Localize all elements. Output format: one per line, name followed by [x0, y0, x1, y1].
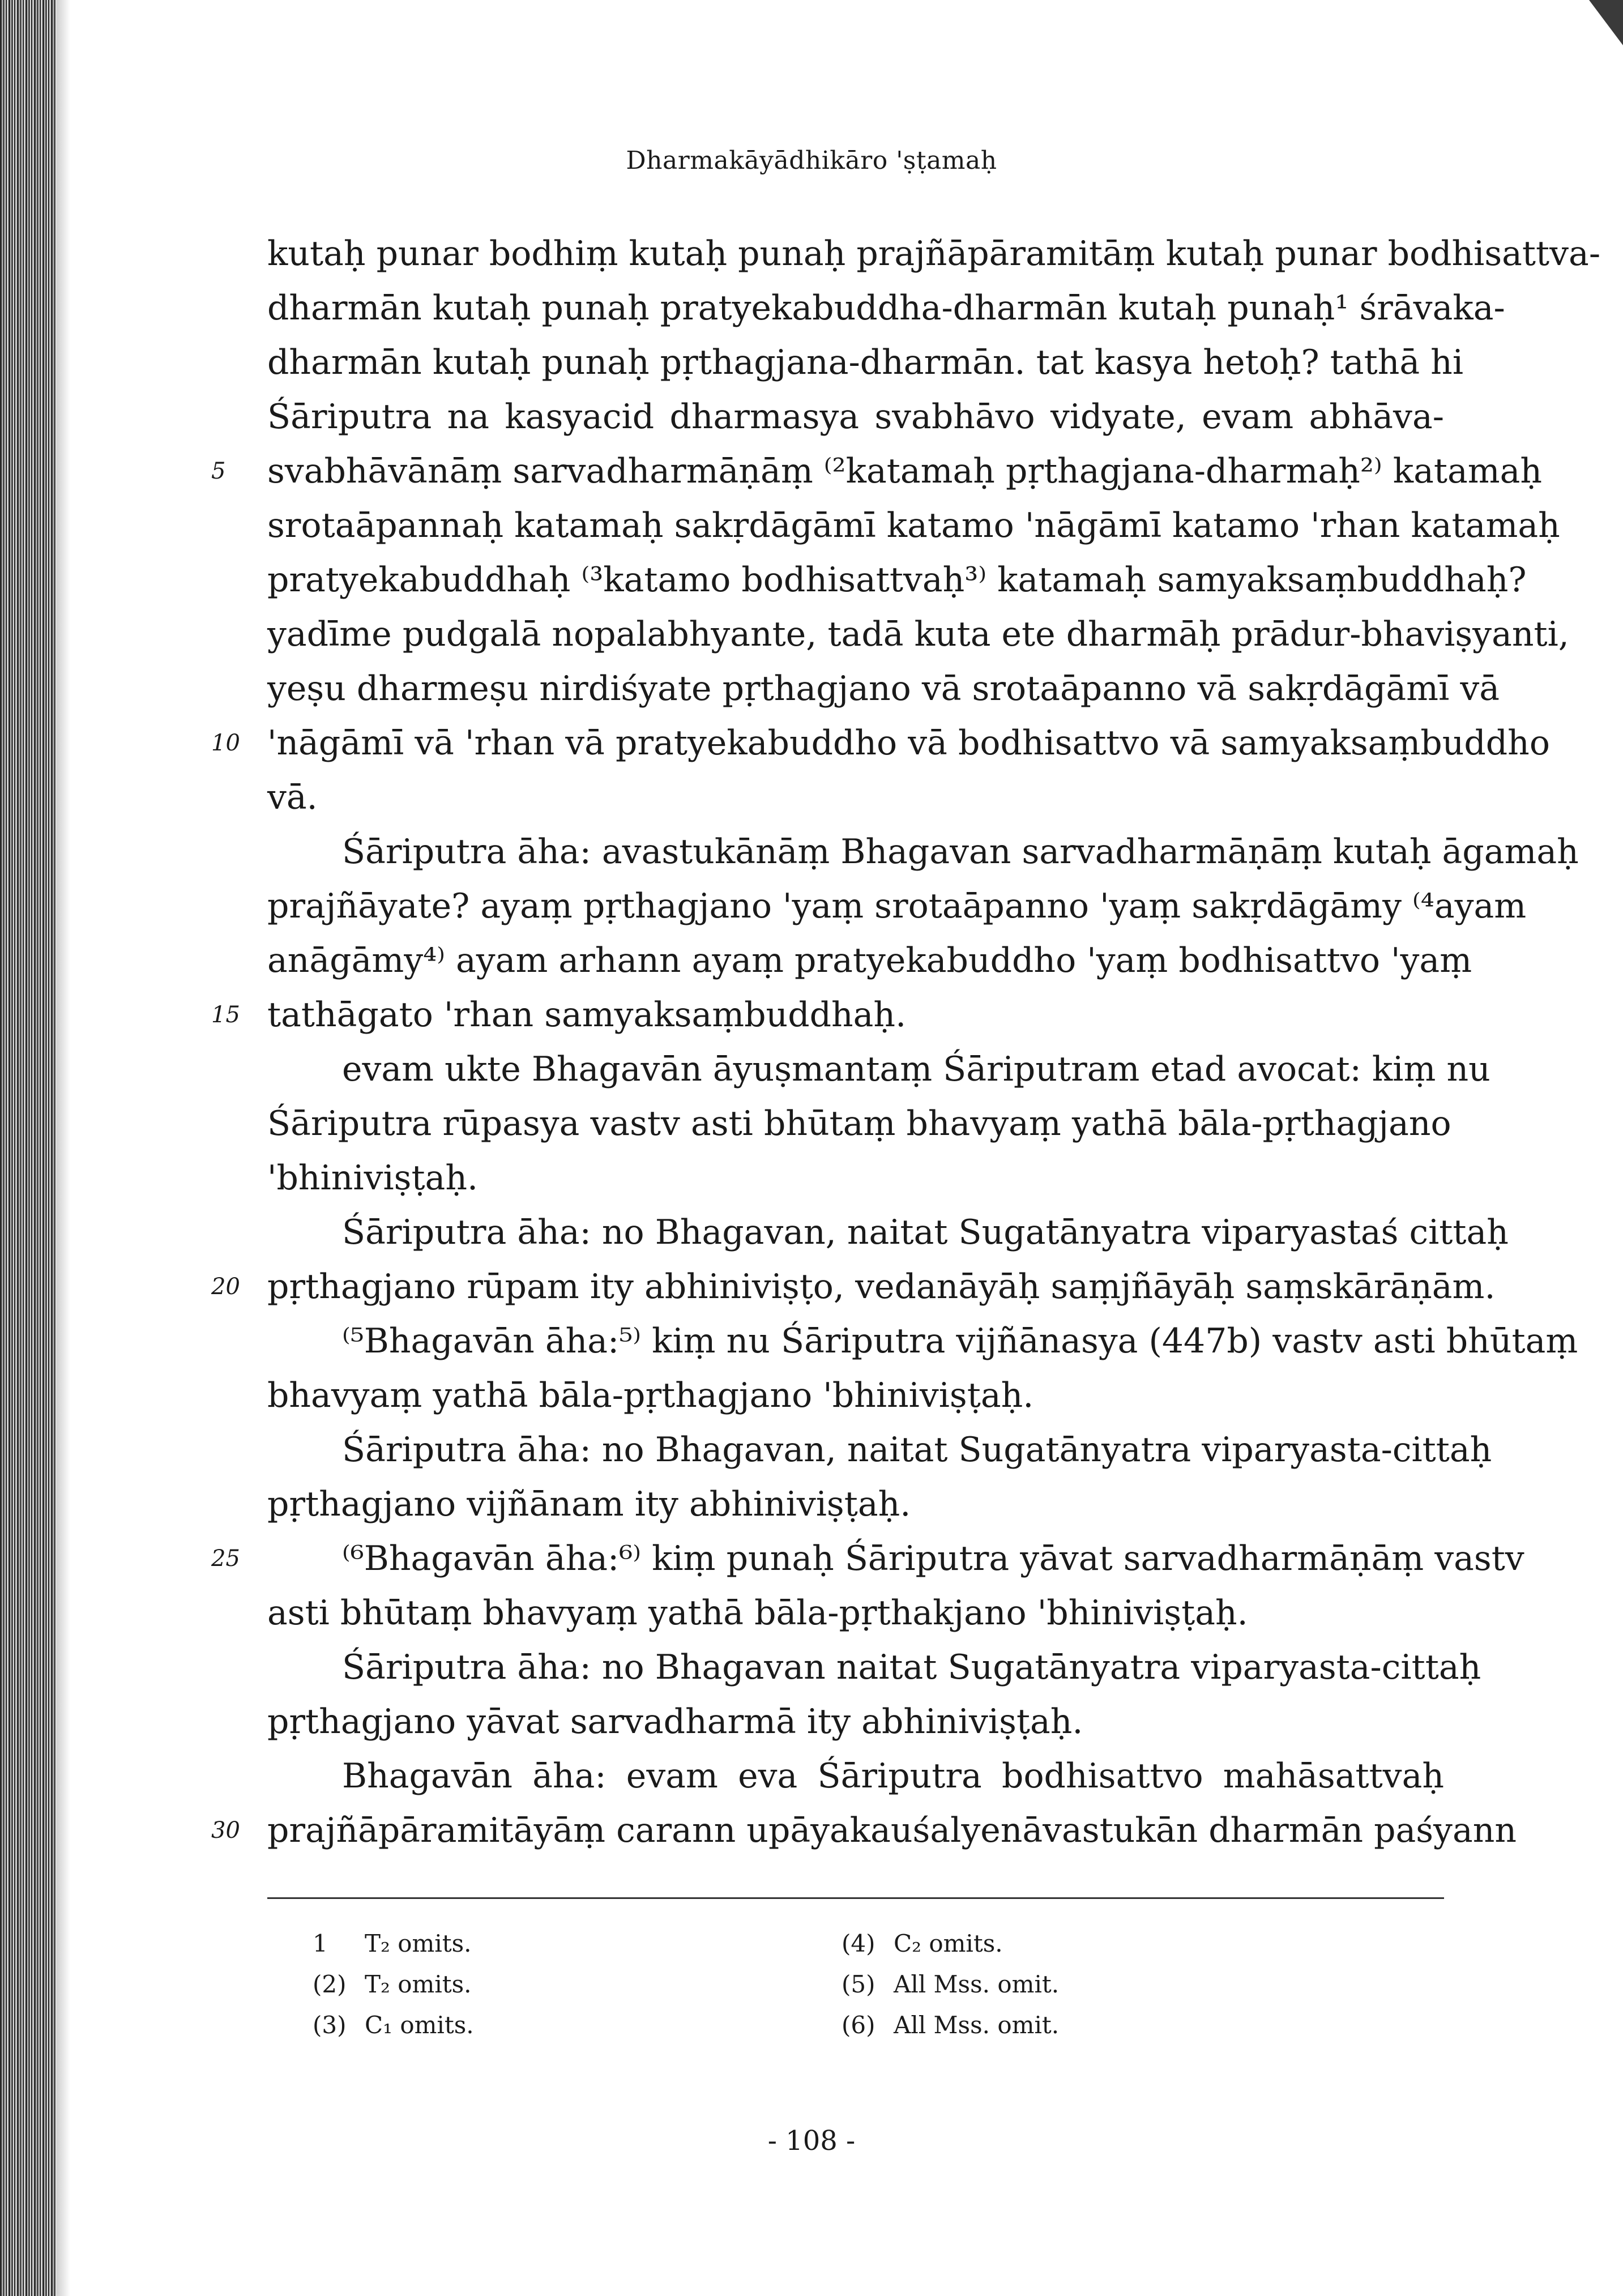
line-number-30: 30	[211, 1817, 240, 1843]
text-line-18: 'bhiniviṣṭaḥ.	[267, 1158, 479, 1198]
footnote-mark: (4)	[842, 1930, 875, 1957]
text-line-15: tathāgato 'rhan samyaksaṃbuddhaḥ.	[267, 995, 907, 1035]
footnote-text: C₁ omits.	[365, 2011, 474, 2039]
text-line-10: 'nāgāmī vā 'rhan vā pratyekabuddho vā bodhisattvo vā samyaksaṃbuddho	[267, 723, 1550, 763]
text-line-24: pṛthagjano vijñānam ity abhiniviṣṭaḥ.	[267, 1484, 911, 1524]
text-line-23: Śāriputra āha: no Bhagavan, naitat Sugatānyatra viparyasta-cittaḥ	[342, 1430, 1492, 1470]
text-line-2: dharmān kutaḥ punaḥ pratyekabuddha-dharmān kutaḥ punaḥ¹ śrāvaka-	[267, 288, 1505, 328]
scan-gutter	[0, 0, 57, 2296]
text-line-3: dharmān kutaḥ punaḥ pṛthagjana-dharmān. tat kasya hetoḥ? tathā hi	[267, 343, 1464, 382]
footnote-4	[842, 1923, 1003, 1964]
footnote-mark: (5)	[842, 1970, 875, 1998]
footnote-5	[842, 1964, 1059, 2005]
footnote-mark: 1	[313, 1930, 328, 1957]
footnote-3	[313, 2005, 474, 2046]
footnote-mark: (3)	[313, 2011, 347, 2039]
footnote-2	[313, 1964, 472, 2005]
text-line-4: Śāriputra na kasyacid dharmasya svabhāvo vidyate, evam abhāva-	[267, 397, 1444, 437]
page-number: - 108 -	[767, 2125, 856, 2157]
footnote-text: T₂ omits.	[365, 1930, 472, 1957]
scan-gutter-shadow	[57, 0, 70, 2296]
text-line-27: Śāriputra āha: no Bhagavan naitat Sugatānyatra viparyasta-cittaḥ	[342, 1648, 1481, 1687]
text-line-11: vā.	[267, 778, 318, 817]
footnote-mark: (2)	[313, 1970, 347, 1998]
text-line-9: yeṣu dharmeṣu nirdiśyate pṛthagjano vā srotaāpanno vā sakṛdāgāmī vā	[267, 669, 1500, 709]
text-line-29: Bhagavān āha: evam eva Śāriputra bodhisattvo mahāsattvaḥ	[342, 1756, 1444, 1796]
line-number-20: 20	[211, 1274, 240, 1300]
text-line-19: Śāriputra āha: no Bhagavan, naitat Sugatānyatra viparyastaś cittaḥ	[342, 1213, 1509, 1252]
text-line-17: Śāriputra rūpasya vastv asti bhūtaṃ bhavyaṃ yathā bāla-pṛthagjano	[267, 1104, 1451, 1143]
text-line-30: prajñāpāramitāyāṃ carann upāyakauśalyenāvastukān dharmān paśyann	[267, 1811, 1517, 1850]
footnote-text: T₂ omits.	[365, 1970, 472, 1998]
text-line-22: bhavyaṃ yathā bāla-pṛthagjano 'bhiniviṣṭaḥ.	[267, 1376, 1034, 1415]
text-line-16: evam ukte Bhagavān āyuṣmantaṃ Śāriputram etad avocat: kiṃ nu	[342, 1049, 1490, 1089]
footnote-text: All Mss. omit.	[894, 2011, 1060, 2039]
line-number-5: 5	[211, 458, 226, 484]
line-number-10: 10	[211, 730, 240, 756]
text-line-13: prajñāyate? ayaṃ pṛthagjano 'yaṃ srotaāpanno 'yaṃ sakṛdāgāmy ⁽⁴ayam	[267, 886, 1527, 926]
footnote-rule	[267, 1897, 1444, 1899]
text-line-26: asti bhūtaṃ bhavyaṃ yathā bāla-pṛthakjano 'bhiniviṣṭaḥ.	[267, 1593, 1248, 1633]
text-line-28: pṛthagjano yāvat sarvadharmā ity abhiniviṣṭaḥ.	[267, 1702, 1083, 1742]
text-line-25: ⁽⁶Bhagavān āha:⁶⁾ kiṃ punaḥ Śāriputra yāvat sarvadharmāṇāṃ vastv	[342, 1539, 1524, 1578]
text-line-12: Śāriputra āha: avastukānāṃ Bhagavan sarvadharmāṇāṃ kutaḥ āgamaḥ	[342, 832, 1579, 872]
line-number-25: 25	[211, 1546, 240, 1572]
footnote-text: C₂ omits.	[894, 1930, 1003, 1957]
text-line-8: yadīme pudgalā nopalabhyante, tadā kuta ete dharmāḥ prādur-bhaviṣyanti,	[267, 614, 1569, 654]
running-head: Dharmakāyādhikāro 'ṣṭamaḥ	[626, 146, 997, 175]
line-number-15: 15	[211, 1002, 240, 1028]
footnote-mark: (6)	[842, 2011, 875, 2039]
scan-corner-mark	[1589, 0, 1623, 45]
text-line-5: svabhāvānāṃ sarvadharmāṇāṃ ⁽²katamaḥ pṛthagjana-dharmaḥ²⁾ katamaḥ	[267, 451, 1543, 491]
text-line-20: pṛthagjano rūpam ity abhiniviṣṭo, vedanāyāḥ saṃjñāyāḥ saṃskārāṇām.	[267, 1267, 1496, 1307]
footnote-6	[842, 2005, 1059, 2046]
footnote-1	[313, 1923, 472, 1964]
text-line-21: ⁽⁵Bhagavān āha:⁵⁾ kiṃ nu Śāriputra vijñānasya (447b) vastv asti bhūtaṃ	[342, 1321, 1578, 1361]
text-line-7: pratyekabuddhaḥ ⁽³katamo bodhisattvaḥ³⁾ katamaḥ samyaksaṃbuddhaḥ?	[267, 560, 1527, 600]
text-line-6: srotaāpannaḥ katamaḥ sakṛdāgāmī katamo 'nāgāmī katamo 'rhan katamaḥ	[267, 506, 1560, 545]
text-line-1: kutaḥ punar bodhiṃ kutaḥ punaḥ prajñāpāramitāṃ kutaḥ punar bodhisattva-	[267, 234, 1601, 274]
footnote-text: All Mss. omit.	[894, 1970, 1060, 1998]
text-line-14: anāgāmy⁴⁾ ayam arhann ayaṃ pratyekabuddho 'yaṃ bodhisattvo 'yaṃ	[267, 941, 1472, 980]
